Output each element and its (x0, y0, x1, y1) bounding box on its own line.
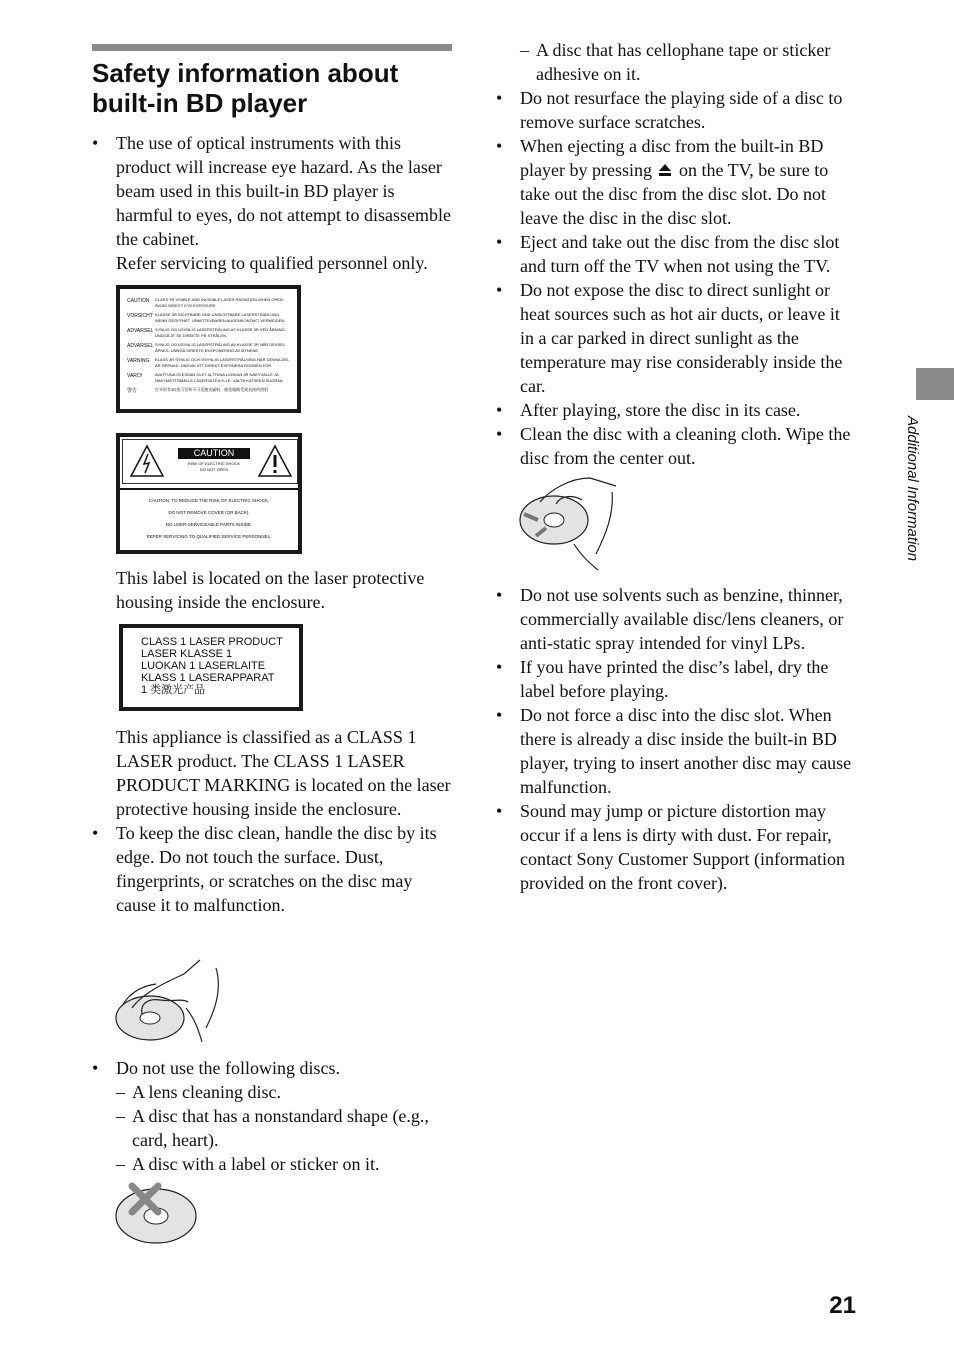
warning-triangle-icon (257, 444, 293, 478)
bullet-text-refer: Refer servicing to qualified personnel only. (116, 253, 428, 273)
caution-label-row (127, 372, 291, 384)
eject-icon (658, 163, 672, 177)
bullet-resurface: • Do not resurface the playing side of a disc to remove surface scratches. (496, 86, 858, 134)
section-tab-marker (916, 368, 954, 400)
caution-label-row (127, 342, 291, 354)
caution-block (178, 448, 250, 476)
left-column-top (92, 131, 454, 275)
shock-label-lines (120, 495, 298, 543)
heading-rule (92, 44, 452, 51)
disc-cleaning-illustration (516, 474, 620, 574)
bullet-solvents: • Do not use solvents such as benzine, thinner, commercially available disc/lens cleaners, or anti-static spray intended for vinyl LPs. (496, 583, 858, 655)
laser-caution-rows (127, 297, 291, 395)
bullet-store-disc: • After playing, store the disc in its case. (496, 398, 858, 422)
class1-line: KLASS 1 LASERAPPARAT (141, 672, 275, 684)
caution-label-row (127, 327, 291, 339)
right-column-top (496, 38, 858, 470)
caution-label-text: KLASSE 3R SICHTBARE UND UNSICHTBARE LASERSTRAHLUNG WENN GEÖFFNET. UNMITTELBAREN AUGENKONTAKT VERMEIDEN. (155, 312, 286, 323)
caution-label-lang: VORSICHT (127, 313, 153, 319)
bullet-disc-clean (92, 821, 454, 917)
class1-line: CLASS 1 LASER PRODUCT (141, 636, 283, 648)
caution-label-lang: VARNING (127, 358, 150, 364)
right-column-bottom (496, 583, 858, 895)
class1-text: This appliance is classified as a CLASS 1 LASER product. The CLASS 1 LASER PRODUCT MARKING is located on the laser protective housing inside the enclosure. (116, 727, 451, 819)
shock-label-divider (120, 488, 298, 490)
page-number: 21 (829, 1292, 856, 1319)
bullet-printed-label: • If you have printed the disc’s label, dry the label before playing. (496, 655, 858, 703)
caution-label-text: 打开时有3R类可见和不可见激光辐射，避免眼睛受到直接的照射 (155, 387, 269, 392)
section-tab-text: Additional Information (904, 416, 921, 562)
page-title: Safety information about built-in BD player (92, 58, 399, 118)
caution-open: DO NOT OPEN (200, 467, 228, 472)
caution-label-row (127, 312, 291, 324)
bullet-sound-jump: • Sound may jump or picture distortion may occur if a lens is dirty with dust. For repair, contact Sony Customer Support (information provided on the front cover). (496, 799, 858, 895)
left-column-bottom (92, 1056, 454, 1176)
bullet-clean-disc: • Clean the disc with a cleaning cloth. Wipe the disc from the center out. (496, 422, 858, 470)
shock-line: NO USER-SERVICEABLE PARTS INSIDE. (165, 522, 253, 527)
bullet-text: When ejecting a disc from the built-in BD player by pressing (520, 136, 824, 180)
caution-label-lang: VARO! (127, 373, 143, 379)
caution-label-lang: CAUTION (127, 298, 150, 304)
shock-line: REFER SERVICING TO QUALIFIED SERVICE PERSONNEL. (146, 534, 272, 539)
class1-line: LUOKAN 1 LASERLAITE (141, 660, 266, 672)
left-column-middle (92, 725, 454, 917)
bullet-sunlight: • Do not expose the disc to direct sunlight or heat sources such as hot air ducts, or leave it in a car parked in direct sunlight as the temperature may rise considerably inside the car. (496, 278, 858, 398)
lightning-icon (129, 444, 165, 478)
shock-label-top (122, 439, 298, 484)
bullet-text: on the TV, be sure to take out the disc from the disc slot. Do not leave the disc in the disc slot. (520, 160, 829, 228)
shock-line: DO NOT REMOVE COVER (OR BACK). (168, 510, 250, 515)
class1-line: LASER KLASSE 1 (141, 648, 233, 660)
caution-title: CAUTION (178, 448, 250, 459)
caution-label-lang: 警告 (127, 388, 138, 394)
bullet-optical-instruments (92, 131, 454, 275)
bullet-text: • The use of optical instruments with this product will increase eye hazard. As the laser beam used in this built-in BD player is harmful to eyes, do not attempt to disassemble the cabinet. (116, 133, 451, 249)
section-tab-label (905, 416, 937, 600)
class1-laser-label (119, 624, 303, 711)
caution-label-text: SYNLIG OG USYNLIG LASERSTRÅLING AV KLASSE 3R NÅR DEKSEL ÅPNES. UNNGÅ DIREKTE EKSPONERING AV ØYNENE. (155, 342, 286, 353)
bullet-text: • Do not use the following discs. (116, 1058, 340, 1078)
bullet-text: • To keep the disc clean, handle the disc by its edge. Do not touch the surface. Dust, fingerprints, or scratches on the disc may cause it to malfunction. (116, 823, 437, 915)
dash-lens-cleaning: – A lens cleaning disc. (116, 1080, 454, 1104)
dash-label-sticker: – A disc with a label or sticker on it. (116, 1152, 454, 1176)
disc-with-label-illustration (112, 1180, 202, 1248)
class1-line: 1 类激光产品 (141, 684, 206, 696)
caution-label-lang: ADVARSEL (127, 328, 154, 334)
caution-label-row (127, 387, 291, 395)
caution-shock: RISK OF ELECTRIC SHOCK (187, 461, 241, 466)
caution-label-text: AVATTUNA OLESSAN OLET ALTTIINA LUOKAN 3R NÄKYVÄLLE JA NÄKYMÄTTÖMÄLLE LASERSÄTEILYLLE. VÄLTÄ KATSEEN SUORAA (155, 372, 283, 383)
dash-cellophane-tape: – A disc that has cellophane tape or sticker adhesive on it. (520, 38, 858, 86)
shock-line: CAUTION: TO REDUCE THE RISK OF ELECTRIC SHOCK, (148, 498, 270, 503)
shock-caution-label (116, 433, 302, 554)
bullet-ejecting (496, 134, 858, 230)
caution-label-lang: ADVARSEL (127, 343, 154, 349)
laser-caution-label (116, 285, 301, 413)
caution-label-text: CLASS 3R VISIBLE AND INVISIBLE LASER RADIATION WHEN OPEN. AVOID DIRECT EYE EXPOSURE. (155, 297, 284, 308)
bullet-eject-turn-off: • Eject and take out the disc from the disc slot and turn off the TV when not using the TV. (496, 230, 858, 278)
disc-handling-illustration (112, 958, 232, 1046)
caution-label-text: SYNLIG OG USYNLIG LASERSTRÅLING AF KLASSE 3R VED ÅBNING. UNDGÅ AT SE DIREKTE PÅ STRÅLEN. (155, 327, 286, 338)
caution-label-row (127, 357, 291, 369)
label-location-text: This label is located on the laser protective housing inside the enclosure. (116, 568, 425, 612)
dash-nonstandard-shape: – A disc that has a nonstandard shape (e.g., card, heart). (116, 1104, 454, 1152)
caution-label-row (127, 297, 291, 309)
bullet-following-discs (92, 1056, 454, 1176)
caution-label-text: KLASS 3R SYNLIG OCH OSYNLIG LASERSTRÅLNING NÄR DENNA DEL ÄR ÖPPNAD. UNDVIK ATT DIREKT EXPONERA ÖGONEN FÖR (155, 357, 290, 368)
bullet-force-disc: • Do not force a disc into the disc slot. When there is already a disc inside the built-in BD player, trying to insert another disc may cause malfunction. (496, 703, 858, 799)
